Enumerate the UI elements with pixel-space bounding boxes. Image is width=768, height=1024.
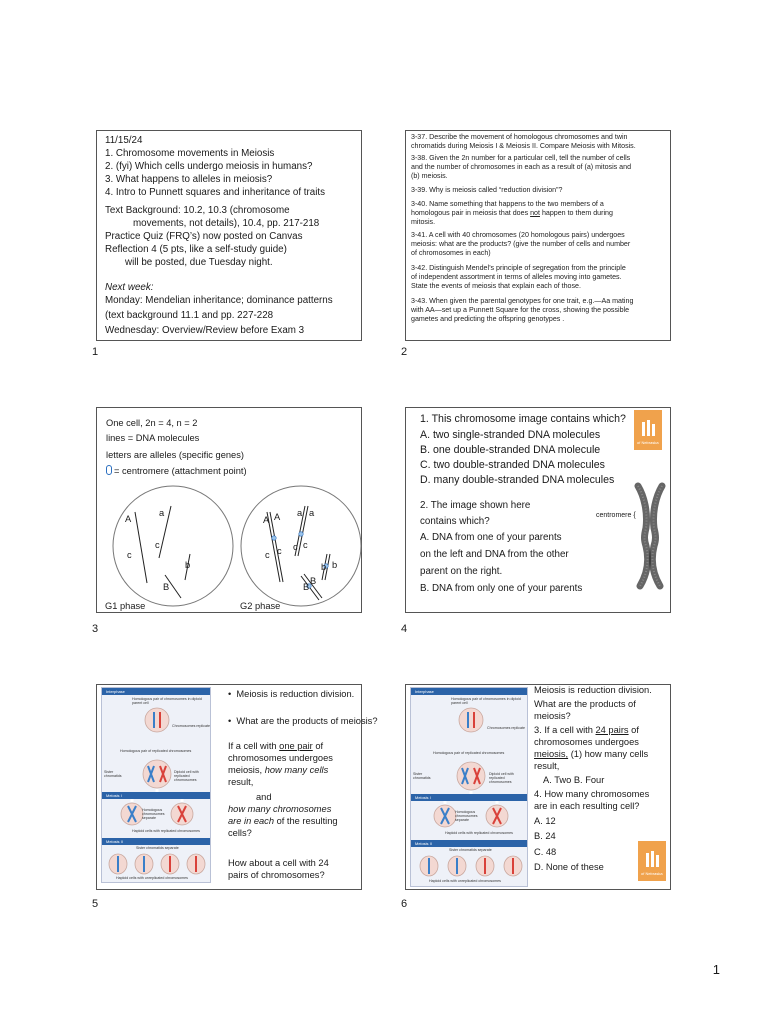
slide-number: 5 — [92, 898, 99, 910]
text-line: Practice Quiz (FRQ’s) now posted on Canvas — [105, 231, 303, 242]
text-line: chromosomes undergoes — [534, 737, 639, 747]
allele-label: c — [303, 540, 308, 550]
text-line: movements, not details), 10.4, pp. 217-218 — [133, 218, 320, 229]
question-1: 1. This chromosome image contains which? — [420, 413, 626, 425]
g2-cell — [241, 486, 361, 606]
option: C. 48 — [534, 847, 557, 857]
text-line: pairs of chromosomes? — [228, 870, 325, 880]
slide-3 — [96, 407, 362, 613]
option: B. DNA from only one of your parents — [420, 583, 583, 594]
option-cont: on the left and DNA from the other — [420, 549, 569, 560]
text-line: Wednesday: Overview/Review before Exam 3 — [105, 325, 305, 336]
objective-line: of chromosomes in each) — [411, 249, 491, 257]
allele-label: A — [274, 512, 281, 522]
text-line: are in each resulting cell? — [534, 801, 640, 811]
question-2-line: 2. The image shown here — [420, 500, 531, 511]
text-line: How about a cell with 24 — [228, 858, 329, 868]
g2-phase-label: G2 phase — [240, 601, 281, 611]
text-line: result, — [534, 761, 560, 771]
text-line: letters are alleles (specific genes) — [106, 450, 244, 460]
option: A. 12 — [534, 816, 556, 826]
objective-line: 3-38. Given the 2n number for a particular cell, tell the number of cells — [411, 154, 631, 162]
question-2-line: contains which? — [420, 516, 490, 527]
slide-2 — [405, 130, 671, 341]
allele-label: b — [321, 562, 327, 572]
objective-line: of independent assortment in terms of alleles moving into gametes. — [411, 273, 622, 281]
objective-line: 3-39. Why is meiosis called “reduction division”? — [411, 186, 563, 194]
slide-6 — [405, 684, 671, 890]
agenda-item: 4. Intro to Punnett squares and inheritance of traits — [105, 187, 326, 198]
allele-label: B — [163, 582, 170, 592]
text-line: chromosomes undergoes — [228, 753, 333, 763]
slide-number: 6 — [401, 898, 408, 910]
objective-line: 3-37. Describe the movement of homologous chromosomes and twin — [411, 133, 628, 141]
next-week-heading: Next week: — [105, 282, 154, 293]
text-line: Monday: Mendelian inheritance; dominance patterns — [105, 295, 333, 306]
centromere-legend: = centromere (attachment point) — [106, 465, 247, 477]
university-logo-badge: of Nebraska — [634, 410, 662, 450]
text-line: meiosis, how many cells — [228, 765, 329, 775]
objective-line: meiosis: what are the products? (give the number of cells and number — [411, 240, 631, 248]
bullet-item: • What are the products of meiosis? — [228, 716, 378, 726]
allele-label: B — [310, 576, 317, 586]
text-line: how many chromosomes — [228, 804, 332, 814]
option: D. None of these — [534, 862, 604, 872]
allele-label: A — [263, 515, 270, 525]
slide-5 — [96, 684, 378, 890]
option: B. 24 — [534, 831, 556, 841]
objective-line: (b) meiosis. — [411, 172, 448, 180]
text-line: Text Background: 10.2, 10.3 (chromosome — [105, 205, 290, 216]
text-line: (text background 11.1 and pp. 227-228 — [105, 310, 274, 321]
meiosis-figure: Interphase Homologous pair of chromosomes in diploid parent cell Chromosomes replicate Homologous pair of replicated chromosomes Sister chromatids Diploid cell with replicated chromosomes Meiosis I Homologous chromosomes separate Haploid cells with replicated chromosomes Meiosis II Sister chromatids separate Haploid cells with unreplicated chromosomes — [101, 687, 211, 883]
agenda-item: 2. (fyi) Which cells undergo meiosis in humans? — [105, 161, 313, 172]
objective-line: with AA—set up a Punnett Square for the cross, showing the possible — [411, 306, 630, 314]
text-line: Reflection 4 (5 pts, like a self-study guide) — [105, 244, 287, 255]
option: C. two double-stranded DNA molecules — [420, 459, 605, 471]
allele-label: c — [293, 542, 298, 552]
text-line: If a cell with one pair of — [228, 741, 324, 751]
text-line: and — [256, 792, 272, 802]
page-number: 1 — [712, 962, 720, 977]
text-line: result, — [228, 777, 254, 787]
meiosis-illustration — [102, 688, 212, 884]
option: B. one double-stranded DNA molecule — [420, 444, 601, 456]
question-3: 3. If a cell with 24 pairs of — [534, 725, 639, 735]
agenda-item: 1. Chromosome movements in Meiosis — [105, 148, 275, 159]
allele-label: A — [125, 514, 132, 524]
option-cont: parent on the right. — [420, 566, 503, 577]
chromosome-micrograph — [632, 484, 672, 588]
question-4: 4. How many chromosomes — [534, 789, 650, 799]
objective-line: homologous pair in meiosis that does not happen to them during — [411, 209, 613, 217]
allele-label: c — [127, 550, 132, 560]
allele-label: a — [297, 508, 303, 518]
allele-label: a — [159, 508, 165, 518]
university-logo-badge: of Nebraska — [638, 841, 666, 881]
g1-cell — [113, 486, 233, 606]
objective-line: chromatids during Meiosis I & Meiosis II. Compare Meiosis with Mitosis. — [411, 142, 636, 150]
slide-number: 3 — [92, 623, 99, 635]
allele-label: b — [332, 560, 338, 570]
text-line: meiosis? — [534, 711, 571, 721]
meiosis-figure: Interphase Homologous pair of chromosomes in diploid parent cell Chromosomes replicate Homologous pair of replicated chromosomes Sister chromatids Diploid cell with replicated chromosomes Meiosis I Homologous chromosomes separate Haploid cells with replicated chromosomes Meiosis II Sister chromatids separate Haploid cells with unreplicated chromosomes — [410, 687, 528, 887]
cell-diagram — [97, 408, 363, 614]
meiosis-illustration — [411, 688, 529, 888]
objective-line: mitosis. — [411, 218, 436, 226]
option: A. two single-stranded DNA molecules — [420, 429, 601, 441]
text-line: are in each of the resulting — [228, 816, 338, 826]
slide-1 — [96, 130, 362, 341]
allele-label: a — [309, 508, 315, 518]
text-line: will be posted, due Tuesday night. — [125, 257, 273, 268]
text-line: meiosis, (1) how many cells — [534, 749, 649, 759]
allele-label: c — [277, 546, 282, 556]
allele-label: c — [265, 550, 270, 560]
slide-number: 1 — [92, 346, 99, 358]
objective-line: and the number of chromosomes in each as a result of (a) mitosis and — [411, 163, 632, 171]
slide-number: 2 — [401, 346, 408, 358]
centromere-label: centromere { — [596, 512, 636, 519]
g1-phase-label: G1 phase — [105, 601, 146, 611]
allele-label: b — [185, 560, 191, 570]
option: D. many double-stranded DNA molecules — [420, 474, 615, 486]
text-line: lines = DNA molecules — [106, 433, 200, 443]
agenda-item: 3. What happens to alleles in meiosis? — [105, 174, 273, 185]
slide-number: 4 — [401, 623, 408, 635]
text-line: Meiosis is reduction division. — [534, 685, 652, 695]
objective-line: State the events of meiosis that explain each of those. — [411, 282, 581, 290]
text-line: cells? — [228, 828, 252, 838]
objective-line: 3-41. A cell with 40 chromosomes (20 homologous pairs) undergoes — [411, 231, 625, 239]
option: A. DNA from one of your parents — [420, 532, 562, 543]
slide-4 — [405, 407, 671, 613]
objective-line: 3-40. Name something that happens to the two members of a — [411, 200, 604, 208]
text-line: What are the products of — [534, 699, 636, 709]
allele-label: c — [155, 540, 160, 550]
text-line: One cell, 2n = 4, n = 2 — [106, 418, 198, 428]
bullet-item: • Meiosis is reduction division. — [228, 689, 355, 699]
slide-date: 11/15/24 — [105, 135, 143, 146]
objective-line: gametes and predicting the offspring genotypes . — [411, 315, 565, 323]
objective-line: 3-42. Distinguish Mendel’s principle of segregation from the principle — [411, 264, 626, 272]
allele-label: B — [303, 582, 310, 592]
option: A. Two B. Four — [543, 775, 605, 785]
objective-line: 3-43. When given the parental genotypes for one trait, e.g.—Aa mating — [411, 297, 634, 305]
